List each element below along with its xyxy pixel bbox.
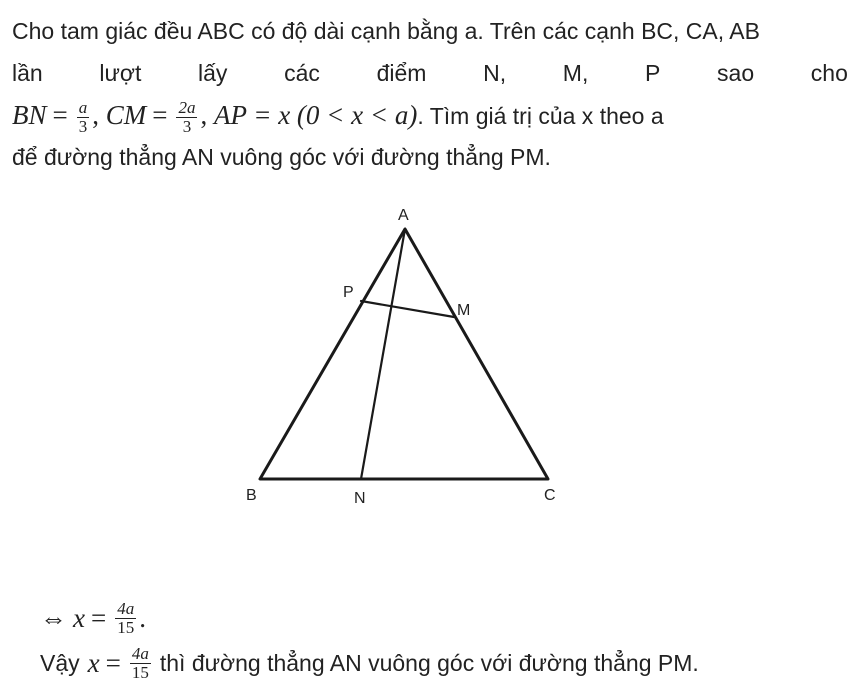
word: lấy — [198, 60, 228, 86]
label-a: A — [398, 207, 409, 224]
equals-sign: = — [105, 648, 121, 678]
word: P — [645, 60, 661, 86]
word: M, — [562, 60, 589, 86]
label-p: P — [343, 284, 354, 301]
variable-x: x — [73, 603, 85, 633]
fraction-cm — [176, 99, 197, 136]
solution-step — [40, 600, 840, 637]
fraction-denominator: 15 — [117, 618, 135, 637]
solution-conclusion — [40, 645, 840, 682]
fraction-numerator: 4a — [117, 599, 135, 618]
fraction-numerator: 2a — [178, 98, 196, 118]
equals-sign: = — [90, 603, 107, 633]
word: lượt — [99, 60, 142, 86]
word: N, — [483, 60, 507, 86]
problem-line-3: BN = $\frac{a}{3}$ , CM = $\frac{2a}{3}$ , AP = x (0 < x < a). Tìm giá trị của x theo a — [12, 98, 664, 137]
label-m: M — [457, 302, 471, 319]
bn-lhs: BN — [12, 100, 47, 130]
fraction-result — [130, 645, 151, 682]
problem-line-4: để đường thẳng AN vuông góc với đường thẳng PM. — [12, 144, 551, 170]
triangle-figure — [230, 195, 590, 515]
problem-question: . Tìm giá trị của x theo a — [417, 103, 664, 129]
label-c: C — [544, 487, 556, 504]
fraction-denominator: 3 — [182, 117, 192, 137]
label-b: B — [246, 487, 257, 504]
fraction-numerator: 4a — [131, 644, 149, 663]
ap-expression: AP = x (0 < x < a) — [213, 100, 418, 130]
fraction-bn — [77, 99, 90, 136]
word: lần — [12, 60, 43, 86]
conclusion-text: thì đường thẳng AN vuông góc với đường thẳng PM. — [159, 650, 699, 676]
conclusion-prefix: Vậy — [40, 650, 80, 676]
word: sao — [717, 60, 755, 86]
word: cho — [810, 60, 848, 86]
fraction-denominator: 3 — [78, 117, 88, 137]
segment-pm — [361, 301, 454, 317]
equivalence-symbol: ⇔ — [40, 603, 67, 633]
cm-lhs: CM — [105, 100, 147, 130]
fraction-denominator: 15 — [131, 663, 149, 682]
label-n: N — [354, 490, 366, 507]
word: điểm — [376, 60, 427, 86]
word: các — [284, 60, 320, 86]
variable-x: x — [87, 648, 100, 678]
problem-statement — [12, 10, 848, 178]
fraction-numerator: a — [78, 98, 88, 118]
problem-line-1: Cho tam giác đều ABC có độ dài cạnh bằng a. Trên các cạnh BC, CA, AB — [12, 18, 760, 44]
period: . — [139, 603, 146, 633]
problem-line-2 — [12, 52, 848, 94]
fraction-result — [115, 600, 136, 637]
triangle-abc — [260, 229, 548, 479]
